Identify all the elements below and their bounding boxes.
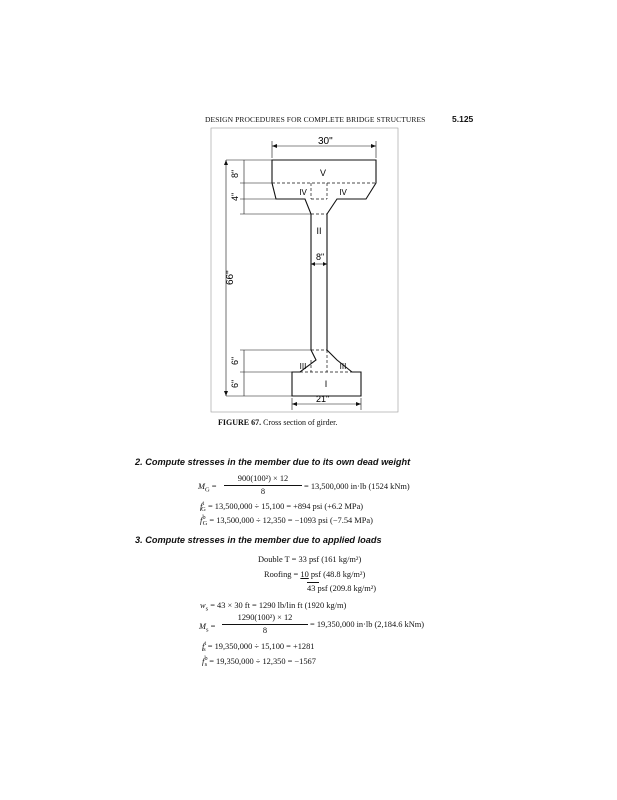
region-iv-right: IV xyxy=(339,188,347,197)
dim-bottom-haunch: 6" xyxy=(230,356,240,365)
caption-label: FIGURE 67. xyxy=(218,418,262,427)
dim-top-width: 30" xyxy=(318,136,333,147)
figure-caption xyxy=(218,418,337,427)
load-total: 43 psf (209.8 kg/m²) xyxy=(307,584,377,593)
dim-bottom-width: 21" xyxy=(316,394,330,404)
load-sum-rule xyxy=(307,582,319,583)
step3-heading: 3. Compute stresses in the member due to applied loads xyxy=(135,535,382,545)
region-v: V xyxy=(319,168,327,178)
page-number: 5.125 xyxy=(452,114,474,124)
caption-text: Cross section of girder. xyxy=(263,418,338,427)
dim-top-haunch: 4" xyxy=(230,192,240,201)
load-roofing: Roofing = 10 psf (48.8 kg/m²) xyxy=(264,570,366,579)
mg-fraction-bar xyxy=(224,485,302,486)
region-iii-right: III xyxy=(339,362,347,371)
mg-result: = 13,500,000 in·lb (1524 kNm) xyxy=(304,482,410,491)
region-dividers xyxy=(272,183,376,372)
fs-top-stress: $f^t_s = 19,350,000 \div 15,100 = +1281$ xyxy=(202,640,315,654)
ms-result: = 19,350,000 in·lb (2,184.6 kNm) xyxy=(310,620,425,629)
dim-bottom-flange: 6" xyxy=(230,379,240,388)
region-i: I xyxy=(324,379,328,389)
mg-denominator: 8 xyxy=(260,487,266,496)
ms-numerator: 1290(100²) × 12 xyxy=(237,613,293,622)
running-header: DESIGN PROCEDURES FOR COMPLETE BRIDGE STRUCTURES xyxy=(205,115,426,124)
region-iv-left: IV xyxy=(299,188,307,197)
ms-fraction-bar xyxy=(222,624,308,625)
region-iii-left: III xyxy=(299,362,307,371)
ms-denominator: 8 xyxy=(262,626,268,635)
dim-web-width: 8" xyxy=(316,252,325,262)
region-ii: II xyxy=(316,226,322,236)
step2-heading: 2. Compute stresses in the member due to its own dead weight xyxy=(135,457,411,467)
girder-outline xyxy=(272,160,376,396)
ms-lhs: $M_s$ = xyxy=(199,622,216,634)
dim-total-depth: 66" xyxy=(225,270,236,285)
mg-lhs: $M_G$ = xyxy=(198,482,217,494)
fg-top-stress: $f^t_G = 13,500,000 \div 15,100 = +894$ psi (+6.2 MPa) xyxy=(200,500,364,514)
dim-top-flange: 8" xyxy=(230,169,240,178)
fg-bottom-stress: $f^b_G = 13,500,000 \div 12,350 = -1093$ psi (−7.54 MPa) xyxy=(200,514,373,528)
ws-equation: $w_s = 43 \times 30$ ft = 1290 lb/lin ft (1920 kg/m) xyxy=(200,601,347,613)
mg-numerator: 900(100²) × 12 xyxy=(237,474,289,483)
load-double-t: Double T = 33 psf (161 kg/m²) xyxy=(258,555,362,564)
fs-bottom-stress: $f^b_s = 19,350,000 \div 12,350 = -1567$ xyxy=(202,655,316,669)
